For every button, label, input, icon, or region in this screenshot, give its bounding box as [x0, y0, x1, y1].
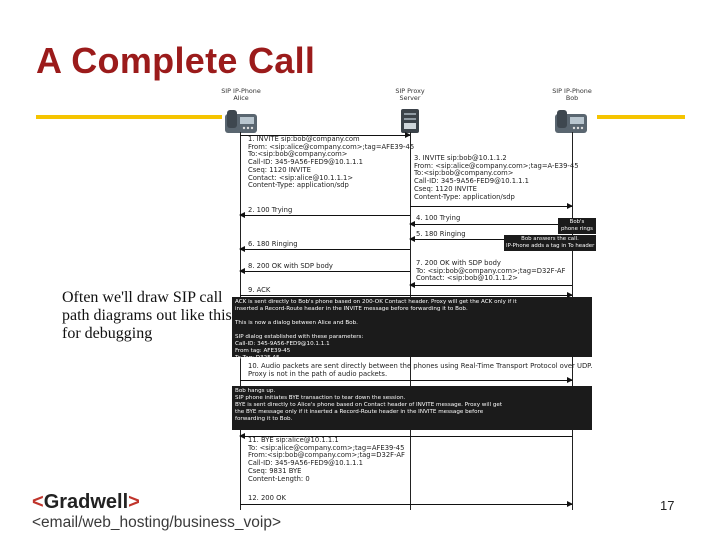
caption: Often we'll draw SIP call path diagrams out like this for debugging: [62, 289, 232, 342]
message-11: 11. BYE sip:alice@10.1.1.1 To: <sip:alice@company.com>;tag=AFE39-45 From:<sip:bob@company.com>;tag=D32F-AF Call-ID: 345-9A56-FED9@10.1.1.1 Cseq: 9831 BYE Content-Length: 0: [248, 436, 405, 483]
proxy-server-icon: [399, 108, 421, 134]
logo-tagline: <email/web_hosting/business_voip>: [32, 514, 282, 531]
message-1: 1. INVITE sip:bob@company.com From: <sip:alice@company.com>;tag=AFE39-45 To:<sip:bob@company.com> Call-ID: 345-9A56-FED9@10.1.1.1 Cseq: 1120 INVITE Contact: <sip:alice@10.1.1.1> Content-Type: application/sdp: [248, 135, 415, 190]
ip-phone-icon: [554, 108, 588, 134]
ip-phone-icon: [224, 108, 258, 134]
arrow-9: [240, 295, 572, 296]
page-number: 17: [660, 498, 675, 513]
title-rule-left: [36, 115, 222, 119]
note-bob-phone-rings: Bob's phone rings: [558, 218, 596, 234]
message-10: 10. Audio packets are sent directly between the phones using Real-Time Transport Protocol over UDP. Proxy is not in the path of audio packets.: [248, 362, 593, 378]
message-6: 6. 180 Ringing: [248, 240, 298, 248]
message-5: 5. 180 Ringing: [416, 230, 466, 238]
participant-proxy-label: SIP Proxy Server: [395, 87, 425, 103]
message-9: 9. ACK: [248, 286, 271, 294]
arrow-3: [410, 206, 572, 207]
arrow-7: [410, 285, 572, 286]
arrow-2: [240, 215, 410, 216]
note-ack-dialog: ACK is sent directly to Bob's phone based on 200-OK Contact header. Proxy will get the ACK only if it inserted a Record-Route header in the INVITE message before forwarding it to Bob. This is now a dialog between Alice and Bob. SIP dialog established with these parameters: Call-ID: 345-9A56-FED9@10.1.1.1 From tag: AFE39-45 To Tag: D32F-AF: [232, 297, 592, 357]
message-2: 2. 100 Trying: [248, 206, 293, 214]
sip-call-flow-diagram: [218, 82, 608, 510]
note-bob-answers: Bob answers the call. IP-Phone adds a tag in To header: [504, 235, 596, 251]
participant-alice-label: SIP IP-Phone Alice: [221, 87, 261, 103]
arrow-12: [240, 504, 572, 505]
title-rule-right: [597, 115, 685, 119]
message-12: 12. 200 OK: [248, 494, 286, 502]
gradwell-logo: <Gradwell>: [32, 491, 140, 513]
note-bob-hangs-up: Bob hangs up. SIP phone initiates BYE transaction to tear down the session. BYE is sent directly to Alice's phone based on Contact header of INVITE message. Proxy will get the BYE message only if it inserted a Record-Route header in the INVITE message before forwarding it to Bob.: [232, 386, 592, 430]
message-3: 3. INVITE sip:bob@10.1.1.2 From: <sip:alice@company.com>;tag=A-E39-45 To:<sip:bob@company.com> Call-ID: 345-9A56-FED9@10.1.1.1 Cseq: 1120 INVITE Content-Type: application/sdp: [414, 154, 579, 201]
message-7: 7. 200 OK with SDP body To: <sip:bob@company.com>;tag=D32F-AF Contact: <sip:bob@10.1.1.2>: [416, 259, 566, 283]
participant-bob-label: SIP IP-Phone Bob: [552, 87, 592, 103]
arrow-8: [240, 271, 410, 272]
slide-title: A Complete Call: [36, 40, 316, 81]
arrow-6: [240, 249, 410, 250]
arrow-10: [240, 380, 572, 381]
message-4: 4. 100 Trying: [416, 214, 461, 222]
arrow-4: [410, 224, 572, 225]
message-8: 8. 200 OK with SDP body: [248, 262, 333, 270]
